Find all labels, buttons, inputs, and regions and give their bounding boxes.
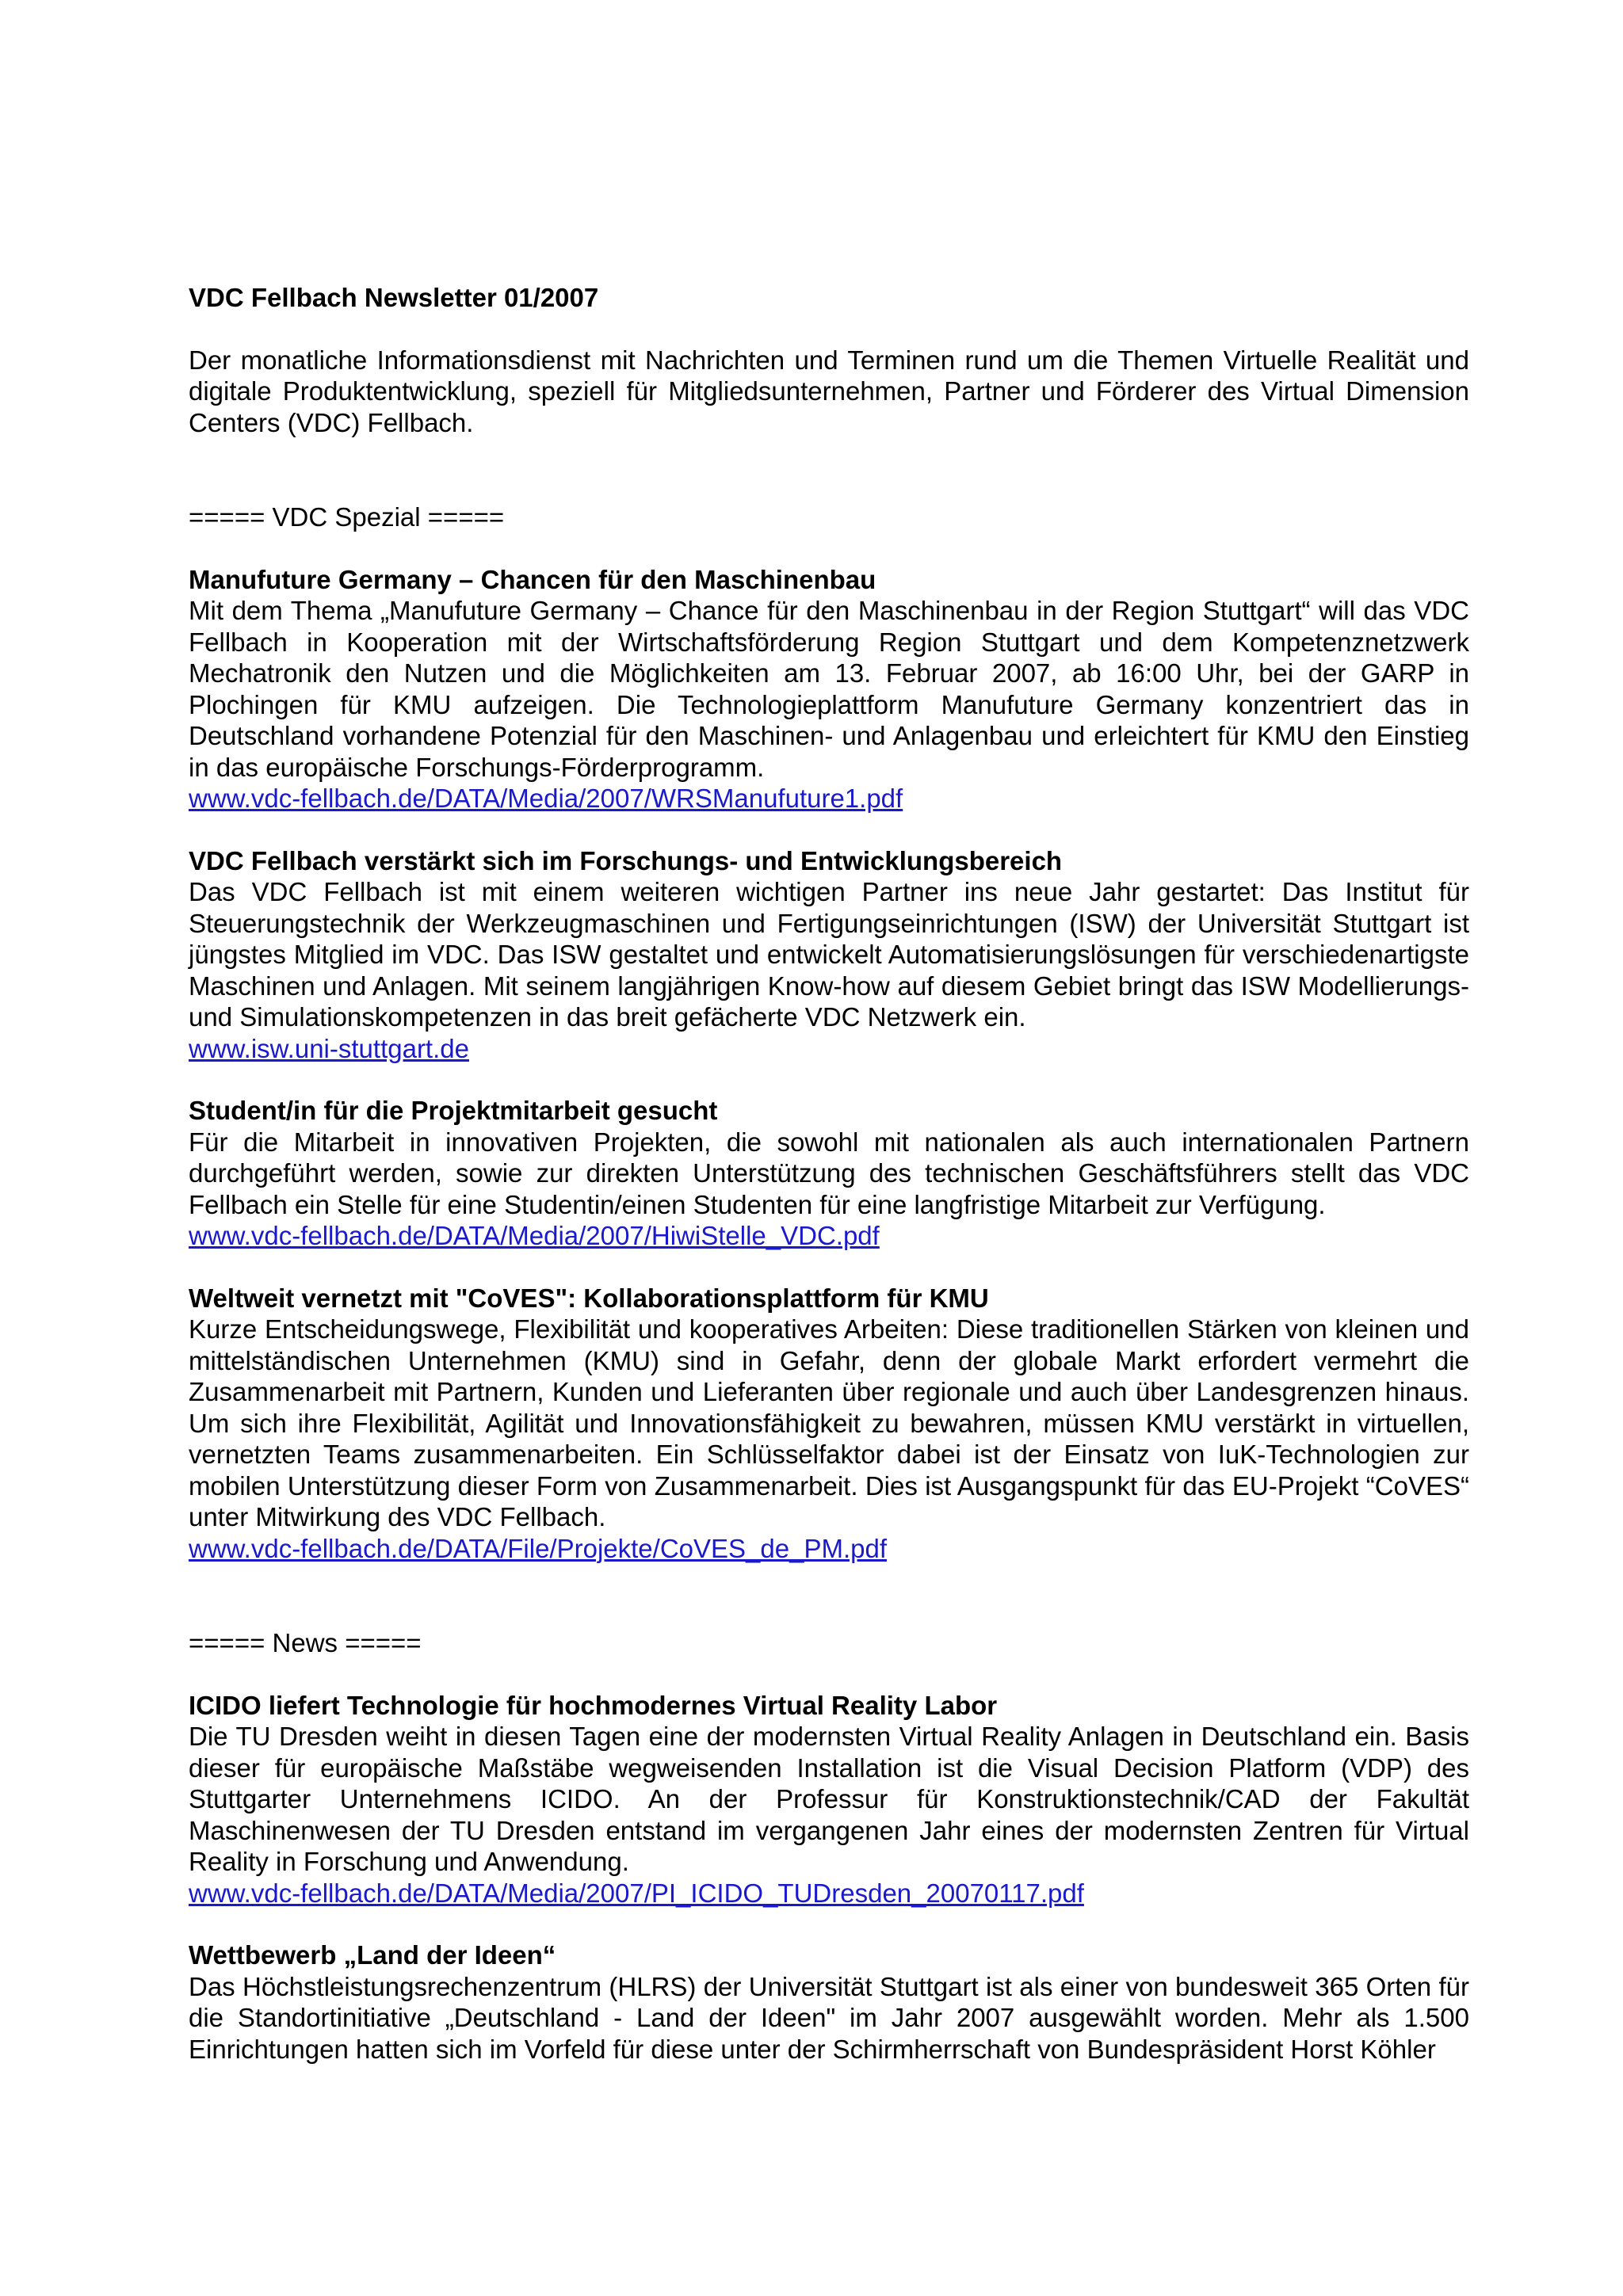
article-link[interactable]: www.vdc-fellbach.de/DATA/File/Projekte/CoVES_de_PM.pdf [189,1533,887,1563]
article [189,1690,1469,1909]
section-header: ===== News ===== [189,1628,422,1657]
article-link[interactable]: www.vdc-fellbach.de/DATA/Media/2007/PI_ICIDO_TUDresden_20070117.pdf [189,1878,1084,1908]
section-vdc-spezial [189,502,1469,1564]
section-header: ===== VDC Spezial ===== [189,502,505,532]
article-body: Das VDC Fellbach ist mit einem weiteren wichtigen Partner ins neue Jahr gestartet: Das Institut für Steuerungstechnik der Werkzeugmaschinen und Fertigungseinrichtungen (ISW) der Universität Stuttgart ist jüngstes Mitglied im VDC. Das ISW gestaltet und entwickelt Automatisierungslösungen für verschiedenartigste Maschinen und Anlagen. Mit seinem langjährigen Know-how auf diesem Gebiet bringt das ISW Modellierungs- und Simulationskompetenzen in das breit gefächerte VDC Netzwerk ein. [189,877,1469,1032]
article-body: Das Höchstleistungsrechenzentrum (HLRS) der Universität Stuttgart ist als einer von bundesweit 365 Orten für die Standortinitiative „Deutschland - Land der Ideen" im Jahr 2007 ausgewählt worden. Mehr als 1.500 Einrichtungen hatten sich im Vorfeld für diese unter der Schirmherrschaft von Bundespräsident Horst Köhler [189,1971,1469,2064]
article-body: Die TU Dresden weiht in diesen Tagen eine der modernsten Virtual Reality Anlagen in Deutschland ein. Basis dieser für europäische Maßstäbe wegweisenden Installation ist die Visual Decision Platform (VDP) des Stuttgarter Unternehmens ICIDO. An der Professur für Konstruktionstechnik/CAD der Fakultät Maschinenwesen der TU Dresden entstand im vergangenen Jahr eines der modernsten Zentren für Virtual Reality in Forschung und Anwendung. [189,1722,1469,1876]
article-title: Wettbewerb „Land der Ideen“ [189,1940,556,1970]
article [189,845,1469,1065]
article-link[interactable]: www.isw.uni-stuttgart.de [189,1033,469,1063]
article-title: Manufuture Germany – Chancen für den Maschinenbau [189,564,876,594]
newsletter-intro: Der monatliche Informationsdienst mit Nachrichten und Terminen rund um die Themen Virtuelle Realität und digitale Produktentwicklung, speziell für Mitgliedsunternehmen, Partner und Förderer des Virtual Dimension Centers (VDC) Fellbach. [189,345,1469,437]
article-title: VDC Fellbach verstärkt sich im Forschungs- und Entwicklungsbereich [189,845,1063,875]
article [189,1283,1469,1565]
newsletter-content [189,282,1469,2065]
article-title: Weltweit vernetzt mit "CoVES": Kollaborationsplattform für KMU [189,1283,989,1313]
article [189,564,1469,814]
article-link[interactable]: www.vdc-fellbach.de/DATA/Media/2007/HiwiStelle_VDC.pdf [189,1221,880,1250]
article-body: Für die Mitarbeit in innovativen Projekten, die sowohl mit nationalen als auch internationalen Partnern durchgeführt werden, sowie zur direkten Unterstützung des technischen Geschäftsführers stellt das VDC Fellbach ein Stelle für eine Studentin/einen Studenten für eine langfristige Mitarbeit zur Verfügung. [189,1127,1469,1219]
article-body: Mit dem Thema „Manufuture Germany – Chance für den Maschinenbau in der Region Stuttgart“ will das VDC Fellbach in Kooperation mit der Wirtschaftsförderung Region Stuttgart und dem Kompetenznetzwerk Mechatronik den Nutzen und die Möglichkeiten am 13. Februar 2007, ab 16:00 Uhr, bei der GARP in Plochingen für KMU aufzeigen. Die Technologieplattform Manufuture Germany konzentriert das in Deutschland vorhandene Potenzial für den Maschinen- und Anlagenbau und erleichtert für KMU den Einstieg in das europäische Forschungs-Förderprogramm. [189,596,1469,782]
article-title: Student/in für die Projektmitarbeit gesucht [189,1096,718,1125]
article [189,1095,1469,1252]
article-title: ICIDO liefert Technologie für hochmodernes Virtual Reality Labor [189,1690,998,1720]
article [189,1939,1469,2065]
article-link[interactable]: www.vdc-fellbach.de/DATA/Media/2007/WRSManufuture1.pdf [189,784,903,813]
section-news [189,1627,1469,2065]
article-body: Kurze Entscheidungswege, Flexibilität und kooperatives Arbeiten: Diese traditionellen Stärken von kleinen und mittelständischen Unternehmen (KMU) sind in Gefahr, denn der globale Markt erfordert vermehrt die Zusammenarbeit mit Partnern, Kunden und Lieferanten über regionale und auch über Landesgrenzen hinaus. Um sich ihre Flexibilität, Agilität und Innovationsfähigkeit zu bewahren, müssen KMU verstärkt in virtuellen, vernetzten Teams zusammenarbeiten. Ein Schlüsselfaktor dabei ist der Einsatz von IuK-Technologien zur mobilen Unterstützung dieser Form von Zusammenarbeit. Dies ist Ausgangspunkt für das EU-Projekt “CoVES“ unter Mitwirkung des VDC Fellbach. [189,1314,1469,1531]
newsletter-title: VDC Fellbach Newsletter 01/2007 [189,283,599,312]
